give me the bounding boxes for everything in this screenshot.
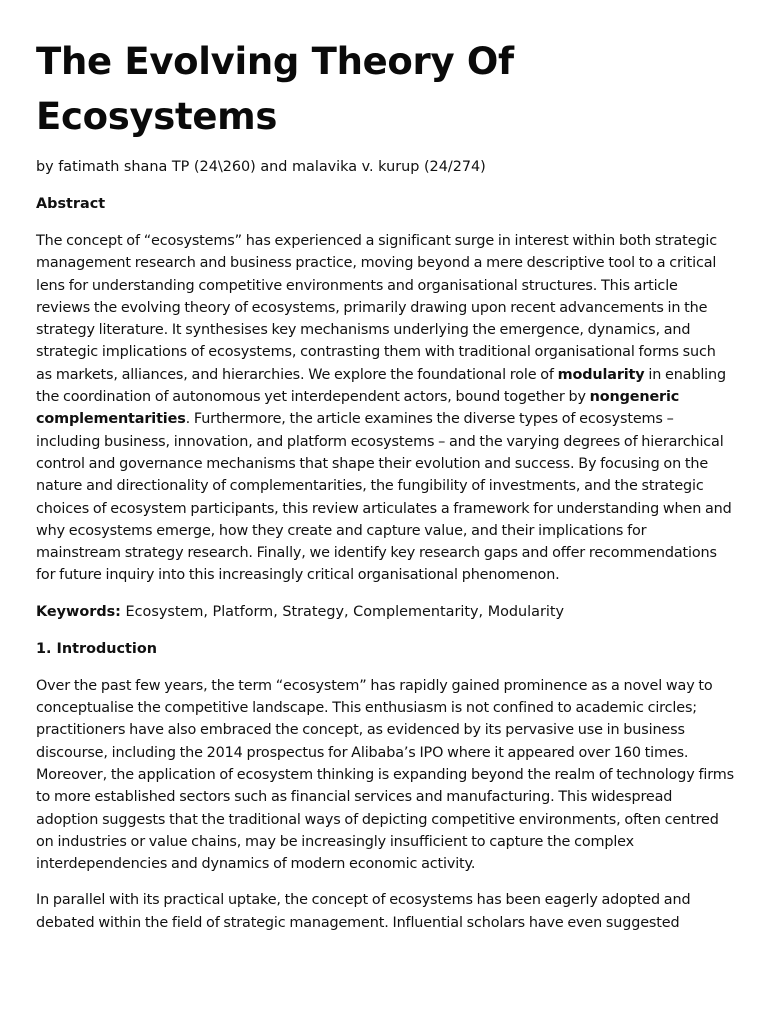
title-line-1: The Evolving Theory Of [36,40,514,83]
title-line-2: Ecosystems [36,95,278,138]
keywords-label: Keywords: [36,603,121,620]
introduction-paragraph-2: In parallel with its practical uptake, the concept of ecosystems has been eagerly adopted and debated within the field of strategic management. Influential scholars have even suggested [36,892,691,931]
article-title [36,34,734,144]
introduction-heading: 1. Introduction [36,640,157,657]
term-nongeneric-complementarities: nongeneric complementarities [36,389,680,428]
author-byline: by fatimath shana TP (24\260) and malavika v. kurup (24/274) [36,159,486,175]
abstract-text-part-1: The concept of “ecosystems” has experienced a significant surge in interest within both strategic management research and business practice, moving beyond a mere descriptive tool to a critical lens for understanding competitive environments and organisational structures. This article reviews the evolving theory of ecosystems, primarily drawing upon recent advancements in the strategy literature. It synthesises key mechanisms underlying the emergence, dynamics, and strategic implications of ecosystems, contrasting them with traditional organisational forms such as markets, alliances, and hierarchies. We explore the foundational role of [36,233,717,383]
keywords-line [36,601,734,623]
article-page [36,34,734,948]
keywords-list: Ecosystem, Platform, Strategy, Complementarity, Modularity [120,603,565,620]
abstract-paragraph [36,230,734,587]
introduction-paragraph-1: Over the past few years, the term “ecosystem” has rapidly gained prominence as a novel way to conceptualise the competitive landscape. This enthusiasm is not confined to academic circles; practitioners have also embraced the concept, as evidenced by its pervasive use in business discourse, including the 2014 prospectus for Alibaba’s IPO where it appeared over 160 times. Moreover, the application of ecosystem thinking is expanding beyond the realm of technology firms to more established sectors such as financial services and manufacturing. This widespread adoption suggests that the traditional ways of depicting competitive environments, often centred on industries or value chains, may be increasingly insufficient to capture the complex interdependencies and dynamics of modern economic activity. [36,677,734,873]
term-modularity: modularity [557,366,645,383]
abstract-heading: Abstract [36,196,106,212]
abstract-text-part-2: in enabling the coordination of autonomous yet interdependent actors, bound together by [36,366,726,406]
abstract-text-part-3: . Furthermore, the article examines the diverse types of ecosystems – including business, innovation, and platform ecosystems – and the varying degrees of hierarchical control and governance mechanisms that shape their evolution and success. By focusing on the nature and directionality of complementarities, the fungibility of investments, and the strategic choices of ecosystem participants, this review articulates a framework for understanding when and why ecosystems emerge, how they create and capture value, and their implications for mainstream strategy research. Finally, we identify key research gaps and offer recommendations for future inquiry into this increasingly critical organisational phenomenon. [36,411,732,584]
